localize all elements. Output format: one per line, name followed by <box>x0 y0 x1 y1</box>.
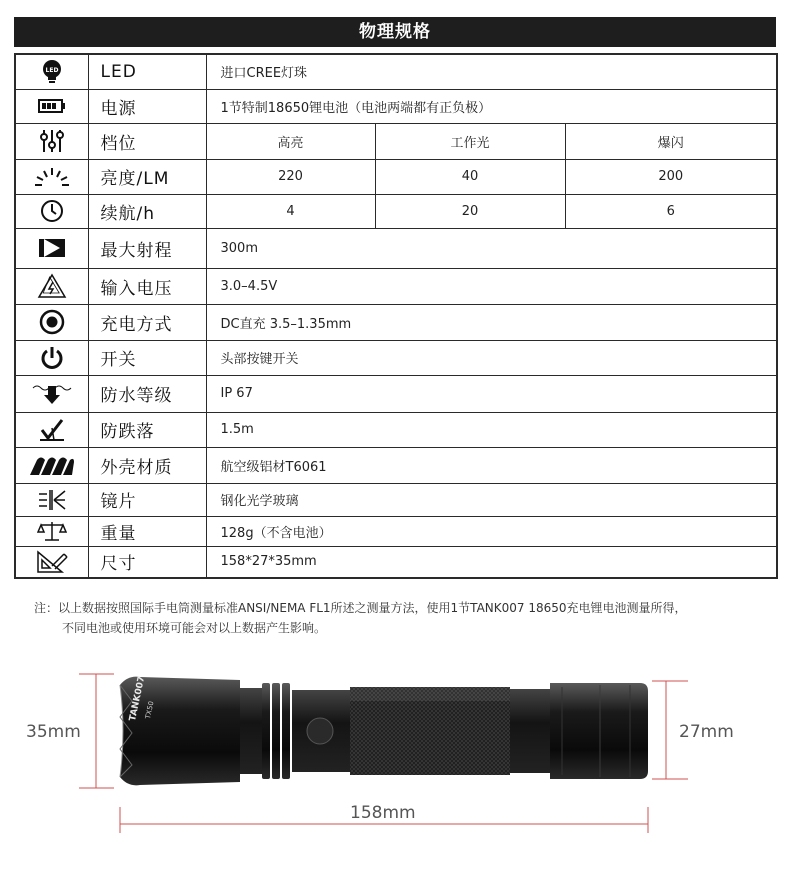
ruler-pencil-icon <box>15 546 88 578</box>
spec-row <box>15 123 777 159</box>
spec-label: LED <box>88 54 206 89</box>
spec-label: 亮度/LM <box>88 159 206 194</box>
spec-value: 高亮 <box>206 123 375 159</box>
spec-label: 重量 <box>88 516 206 546</box>
spec-value: 钢化光学玻璃 <box>206 483 777 516</box>
spec-label: 外壳材质 <box>88 447 206 483</box>
spec-label: 防水等级 <box>88 375 206 412</box>
spec-value: 航空级铝材T6061 <box>206 447 777 483</box>
mode-sliders-icon <box>15 123 88 159</box>
spec-label: 开关 <box>88 340 206 375</box>
spec-value: 220 <box>206 159 375 194</box>
spec-row <box>15 375 777 412</box>
spec-row <box>15 340 777 375</box>
spec-table <box>14 53 778 579</box>
charge-port-icon <box>15 304 88 340</box>
beam-distance-icon <box>15 228 88 268</box>
spec-label: 续航/h <box>88 194 206 228</box>
spec-value: 3.0–4.5V <box>206 268 777 304</box>
model-name: TX50 <box>144 700 156 720</box>
page-title-bar <box>14 17 776 47</box>
brightness-burst-icon <box>15 159 88 194</box>
voltage-warning-icon <box>15 268 88 304</box>
power-icon <box>15 340 88 375</box>
svg-text:LED: LED <box>45 66 59 74</box>
waterproof-icon <box>15 375 88 412</box>
spec-row <box>15 546 777 578</box>
spec-value: 1.5m <box>206 412 777 447</box>
drop-proof-icon <box>15 412 88 447</box>
spec-value: 40 <box>375 159 565 194</box>
brand-name: TANK007 <box>128 675 148 723</box>
spec-value: 1节特制18650锂电池（电池两端都有正负极） <box>206 89 777 123</box>
spec-row <box>15 54 777 89</box>
spec-row <box>15 228 777 268</box>
footnote-line: 注：以上数据按照国际手电筒测量标准ANSI/NEMA FL1所述之测量方法，使用1节TANK007 18650充电锂电池测量所得， <box>34 601 687 615</box>
spec-row <box>15 483 777 516</box>
battery-icon <box>15 89 88 123</box>
spec-label: 防跌落 <box>88 412 206 447</box>
spec-row <box>15 159 777 194</box>
spec-label: 最大射程 <box>88 228 206 268</box>
spec-value: 6 <box>565 194 777 228</box>
spec-label: 尺寸 <box>88 546 206 578</box>
spec-label: 充电方式 <box>88 304 206 340</box>
spec-value: 158*27*35mm <box>206 546 777 578</box>
spec-label: 电源 <box>88 89 206 123</box>
spec-value: 头部按键开关 <box>206 340 777 375</box>
spec-value: 200 <box>565 159 777 194</box>
spec-row <box>15 194 777 228</box>
spec-value: DC直充 3.5–1.35mm <box>206 304 777 340</box>
led-bulb-icon <box>15 54 88 89</box>
spec-value: IP 67 <box>206 375 777 412</box>
spec-value: 300m <box>206 228 777 268</box>
spec-row <box>15 516 777 546</box>
length-label: 158mm <box>350 803 416 823</box>
lens-icon <box>15 483 88 516</box>
spec-row <box>15 304 777 340</box>
spec-row <box>15 268 777 304</box>
spec-value: 工作光 <box>375 123 565 159</box>
shell-material-icon <box>15 447 88 483</box>
spec-value: 爆闪 <box>565 123 777 159</box>
flashlight-illustration <box>0 655 790 855</box>
spec-row <box>15 89 777 123</box>
spec-value: 进口CREE灯珠 <box>206 54 777 89</box>
spec-label: 镜片 <box>88 483 206 516</box>
spec-value: 128g（不含电池） <box>206 516 777 546</box>
footnote-line: 不同电池或使用环境可能会对以上数据产生影响。 <box>62 621 327 635</box>
spec-label: 档位 <box>88 123 206 159</box>
clock-icon <box>15 194 88 228</box>
scale-icon <box>15 516 88 546</box>
spec-value: 20 <box>375 194 565 228</box>
page-title: 物理规格 <box>359 22 431 42</box>
head-diameter-label: 35mm <box>26 722 81 742</box>
footnote <box>34 598 774 638</box>
tail-diameter-label: 27mm <box>679 722 734 742</box>
spec-row <box>15 412 777 447</box>
spec-value: 4 <box>206 194 375 228</box>
spec-row <box>15 447 777 483</box>
spec-label: 输入电压 <box>88 268 206 304</box>
